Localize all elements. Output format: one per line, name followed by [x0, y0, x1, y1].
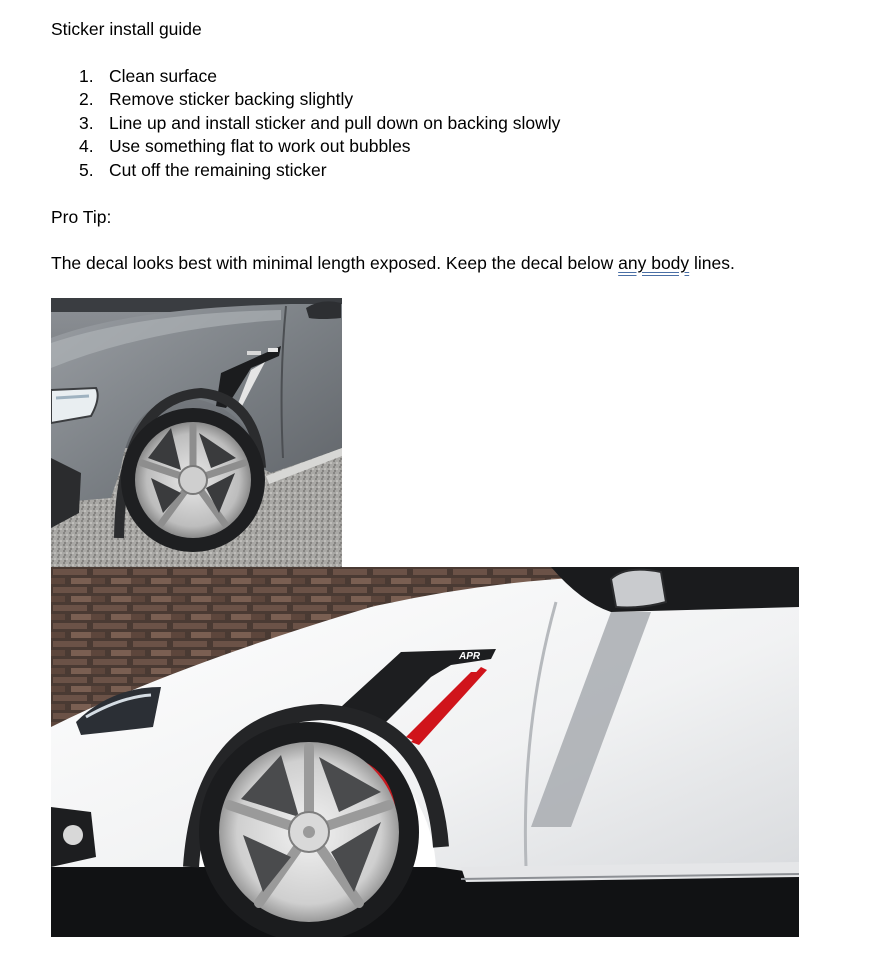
step-text: Cut off the remaining sticker	[109, 159, 327, 180]
pro-tip-text	[51, 252, 735, 275]
car-photo-grey-graphic	[51, 298, 342, 567]
list-item	[51, 88, 560, 111]
apr-logo: APR	[459, 651, 481, 662]
car-photo-grey[interactable]	[51, 298, 342, 567]
document-title: Sticker install guide	[51, 19, 202, 39]
pro-tip-text-start: The decal looks best with minimal length exposed. Keep the decal below	[51, 253, 619, 273]
step-number: 1.	[79, 66, 94, 86]
step-number: 2.	[79, 89, 94, 110]
list-item	[51, 135, 560, 158]
list-item	[51, 159, 560, 182]
step-number: 4.	[79, 136, 94, 157]
step-text: Clean surface	[109, 66, 217, 86]
car-photo-white[interactable]	[51, 567, 799, 937]
car-photo-white-graphic	[51, 567, 799, 937]
step-text: Line up and install sticker and pull down on backing slowly	[109, 112, 561, 133]
pro-tip-label: Pro Tip:	[51, 207, 112, 227]
list-item	[51, 112, 560, 135]
step-text: Use something flat to work out bubbles	[109, 136, 411, 157]
grammar-flagged-text[interactable]: any body	[618, 253, 690, 273]
step-number: 3.	[79, 112, 94, 133]
apr-logo-small	[247, 351, 261, 355]
pro-tip-text-end: lines.	[689, 253, 735, 273]
step-number: 5.	[79, 159, 94, 180]
install-steps-list	[51, 65, 560, 182]
step-text: Remove sticker backing slightly	[109, 89, 354, 110]
list-item	[51, 65, 560, 88]
